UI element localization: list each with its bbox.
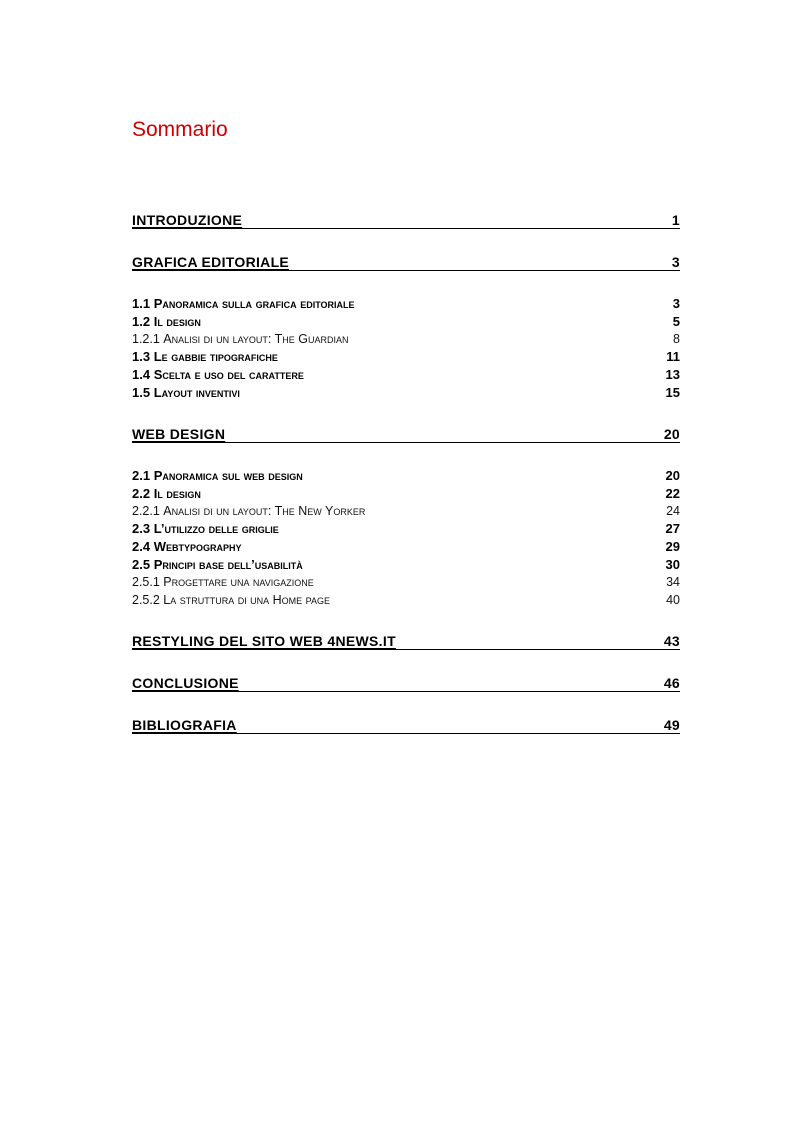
section-page: 27 bbox=[665, 521, 680, 536]
toc-subsection-1-2-1[interactable] bbox=[132, 331, 680, 347]
section-page: 5 bbox=[672, 314, 680, 329]
section-label: Le gabbie tipografiche bbox=[153, 349, 278, 364]
chapter-page: 20 bbox=[663, 426, 680, 442]
section-label: Analisi di un layout: The Guardian bbox=[163, 332, 349, 346]
section-number: 2.2.1 bbox=[132, 504, 160, 518]
section-number: 1.3 bbox=[132, 349, 151, 364]
section-label: Scelta e uso del carattere bbox=[153, 367, 304, 382]
chapter-label: INTRODUZIONE bbox=[132, 212, 243, 228]
toc-section-1-3[interactable] bbox=[132, 349, 680, 365]
toc-section-2-3[interactable] bbox=[132, 521, 680, 537]
section-number: 2.5.1 bbox=[132, 575, 160, 589]
section-page: 30 bbox=[665, 557, 680, 572]
chapter-page: 3 bbox=[671, 254, 680, 270]
chapter-page: 49 bbox=[663, 717, 680, 733]
section-number: 1.2 bbox=[132, 314, 151, 329]
section-label: Panoramica sulla grafica editoriale bbox=[153, 296, 355, 311]
chapter-page: 1 bbox=[671, 212, 680, 228]
toc-chapter-introduzione[interactable] bbox=[132, 212, 680, 229]
section-label: Progettare una navigazione bbox=[163, 575, 314, 589]
section-page: 34 bbox=[666, 575, 680, 589]
chapter-page: 43 bbox=[663, 633, 680, 649]
section-number: 2.3 bbox=[132, 521, 151, 536]
toc-chapter-conclusione[interactable] bbox=[132, 675, 680, 692]
section-number: 2.5.2 bbox=[132, 593, 160, 607]
toc-subsection-2-5-1[interactable] bbox=[132, 574, 680, 590]
toc-section-2-4[interactable] bbox=[132, 539, 680, 555]
toc-section-1-4[interactable] bbox=[132, 367, 680, 383]
section-label: Il design bbox=[153, 486, 201, 501]
toc-chapter-web-design[interactable] bbox=[132, 426, 680, 443]
chapter-label: WEB DESIGN bbox=[132, 426, 226, 442]
section-label: Webtypography bbox=[153, 539, 242, 554]
section-page: 24 bbox=[666, 504, 680, 518]
toc-section-2-5[interactable] bbox=[132, 557, 680, 573]
section-label: L’utilizzo delle griglie bbox=[153, 521, 279, 536]
toc-section-1-1[interactable] bbox=[132, 296, 680, 312]
toc-chapter-restyling[interactable] bbox=[132, 633, 680, 650]
section-label: Analisi di un layout: The New Yorker bbox=[163, 504, 366, 518]
toc-section-1-2[interactable] bbox=[132, 314, 680, 330]
section-label: Principi base dell’usabilità bbox=[153, 557, 303, 572]
section-page: 13 bbox=[665, 367, 680, 382]
section-page: 3 bbox=[672, 296, 680, 311]
toc-chapter-grafica-editoriale[interactable] bbox=[132, 254, 680, 271]
chapter-label: CONCLUSIONE bbox=[132, 675, 239, 691]
section-page: 11 bbox=[666, 349, 680, 364]
toc-chapter-bibliografia[interactable] bbox=[132, 717, 680, 734]
section-number: 1.2.1 bbox=[132, 332, 160, 346]
toc-section-2-2[interactable] bbox=[132, 486, 680, 502]
toc-section-1-5[interactable] bbox=[132, 385, 680, 401]
section-number: 2.5 bbox=[132, 557, 151, 572]
chapter-label: BIBLIOGRAFIA bbox=[132, 717, 237, 733]
page-title: Sommario bbox=[132, 118, 228, 141]
chapter-label: GRAFICA EDITORIALE bbox=[132, 254, 290, 270]
section-number: 1.1 bbox=[132, 296, 151, 311]
section-label: Panoramica sul web design bbox=[153, 468, 303, 483]
section-page: 29 bbox=[665, 539, 680, 554]
section-page: 15 bbox=[665, 385, 680, 400]
toc-subsection-2-2-1[interactable] bbox=[132, 503, 680, 519]
section-page: 40 bbox=[666, 593, 680, 607]
section-number: 2.4 bbox=[132, 539, 151, 554]
toc-section-2-1[interactable] bbox=[132, 468, 680, 484]
chapter-page: 46 bbox=[663, 675, 680, 691]
chapter-label: RESTYLING DEL SITO WEB 4NEWS.IT bbox=[132, 633, 396, 649]
section-number: 2.1 bbox=[132, 468, 151, 483]
section-page: 8 bbox=[673, 332, 680, 346]
toc-subsection-2-5-2[interactable] bbox=[132, 592, 680, 608]
section-number: 1.5 bbox=[132, 385, 151, 400]
section-number: 1.4 bbox=[132, 367, 151, 382]
section-page: 22 bbox=[665, 486, 680, 501]
section-number: 2.2 bbox=[132, 486, 151, 501]
section-label: Layout inventivi bbox=[153, 385, 240, 400]
section-page: 20 bbox=[665, 468, 680, 483]
section-label: Il design bbox=[153, 314, 201, 329]
section-label: La struttura di una Home page bbox=[163, 593, 330, 607]
